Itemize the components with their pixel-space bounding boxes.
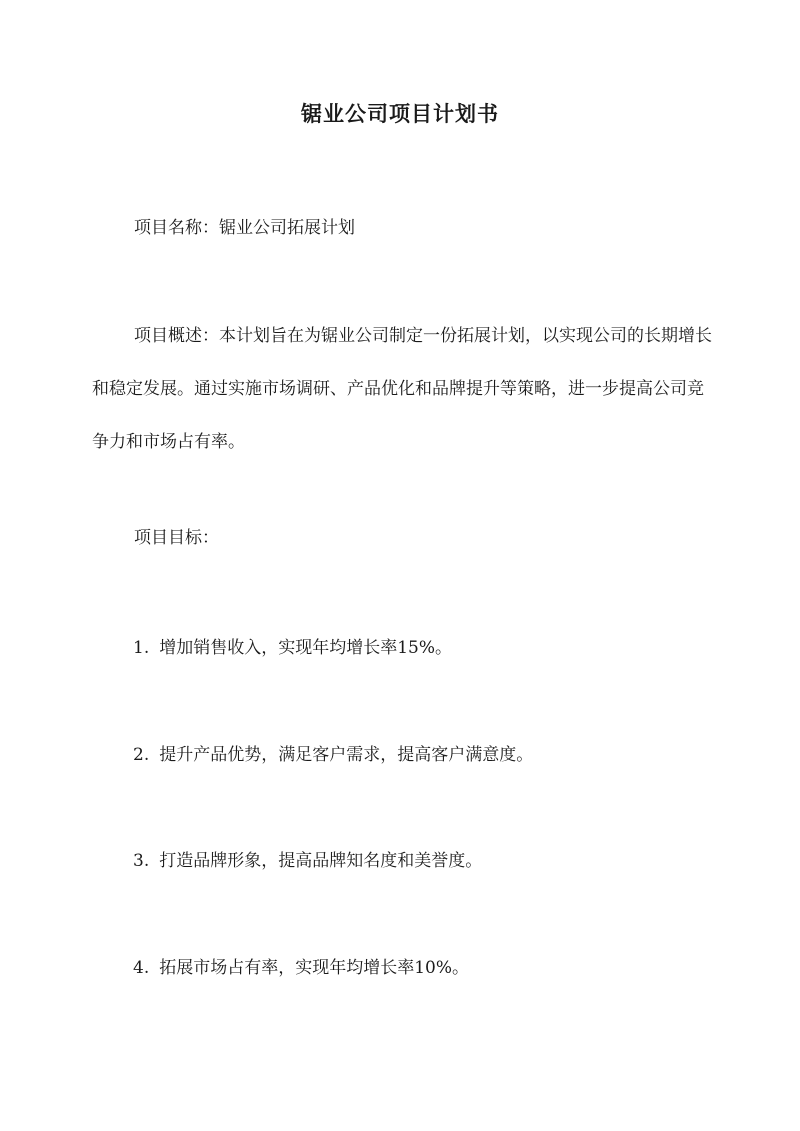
goal-number: 1. — [133, 638, 150, 658]
project-overview-paragraph: 项目概述：本计划旨在为锯业公司制定一份拓展计划，以实现公司的长期增长和稳定发展。通过实施市场调研、产品优化和品牌提升等策略，进一步提高公司竞争力和市场占有率。 — [92, 326, 712, 452]
goal-text: 提升产品优势，满足客户需求，提高客户满意度。 — [159, 745, 534, 765]
goal-number: 4. — [133, 958, 150, 978]
goal-item-3 — [133, 843, 713, 879]
goal-item-1 — [133, 630, 713, 666]
goal-text: 增加销售收入，实现年均增长率15%。 — [159, 638, 453, 658]
goal-text: 拓展市场占有率，实现年均增长率10%。 — [159, 958, 470, 978]
goal-item-4 — [133, 950, 713, 986]
project-goals-heading: 项目目标： — [134, 528, 219, 548]
goal-number: 2. — [133, 745, 150, 765]
goal-item-2 — [133, 737, 713, 773]
goal-text: 打造品牌形象，提高品牌知名度和美誉度。 — [159, 851, 483, 871]
project-name-paragraph: 项目名称：锯业公司拓展计划 — [134, 218, 355, 238]
document-title: 锯业公司项目计划书 — [301, 101, 499, 126]
goal-number: 3. — [133, 851, 150, 871]
